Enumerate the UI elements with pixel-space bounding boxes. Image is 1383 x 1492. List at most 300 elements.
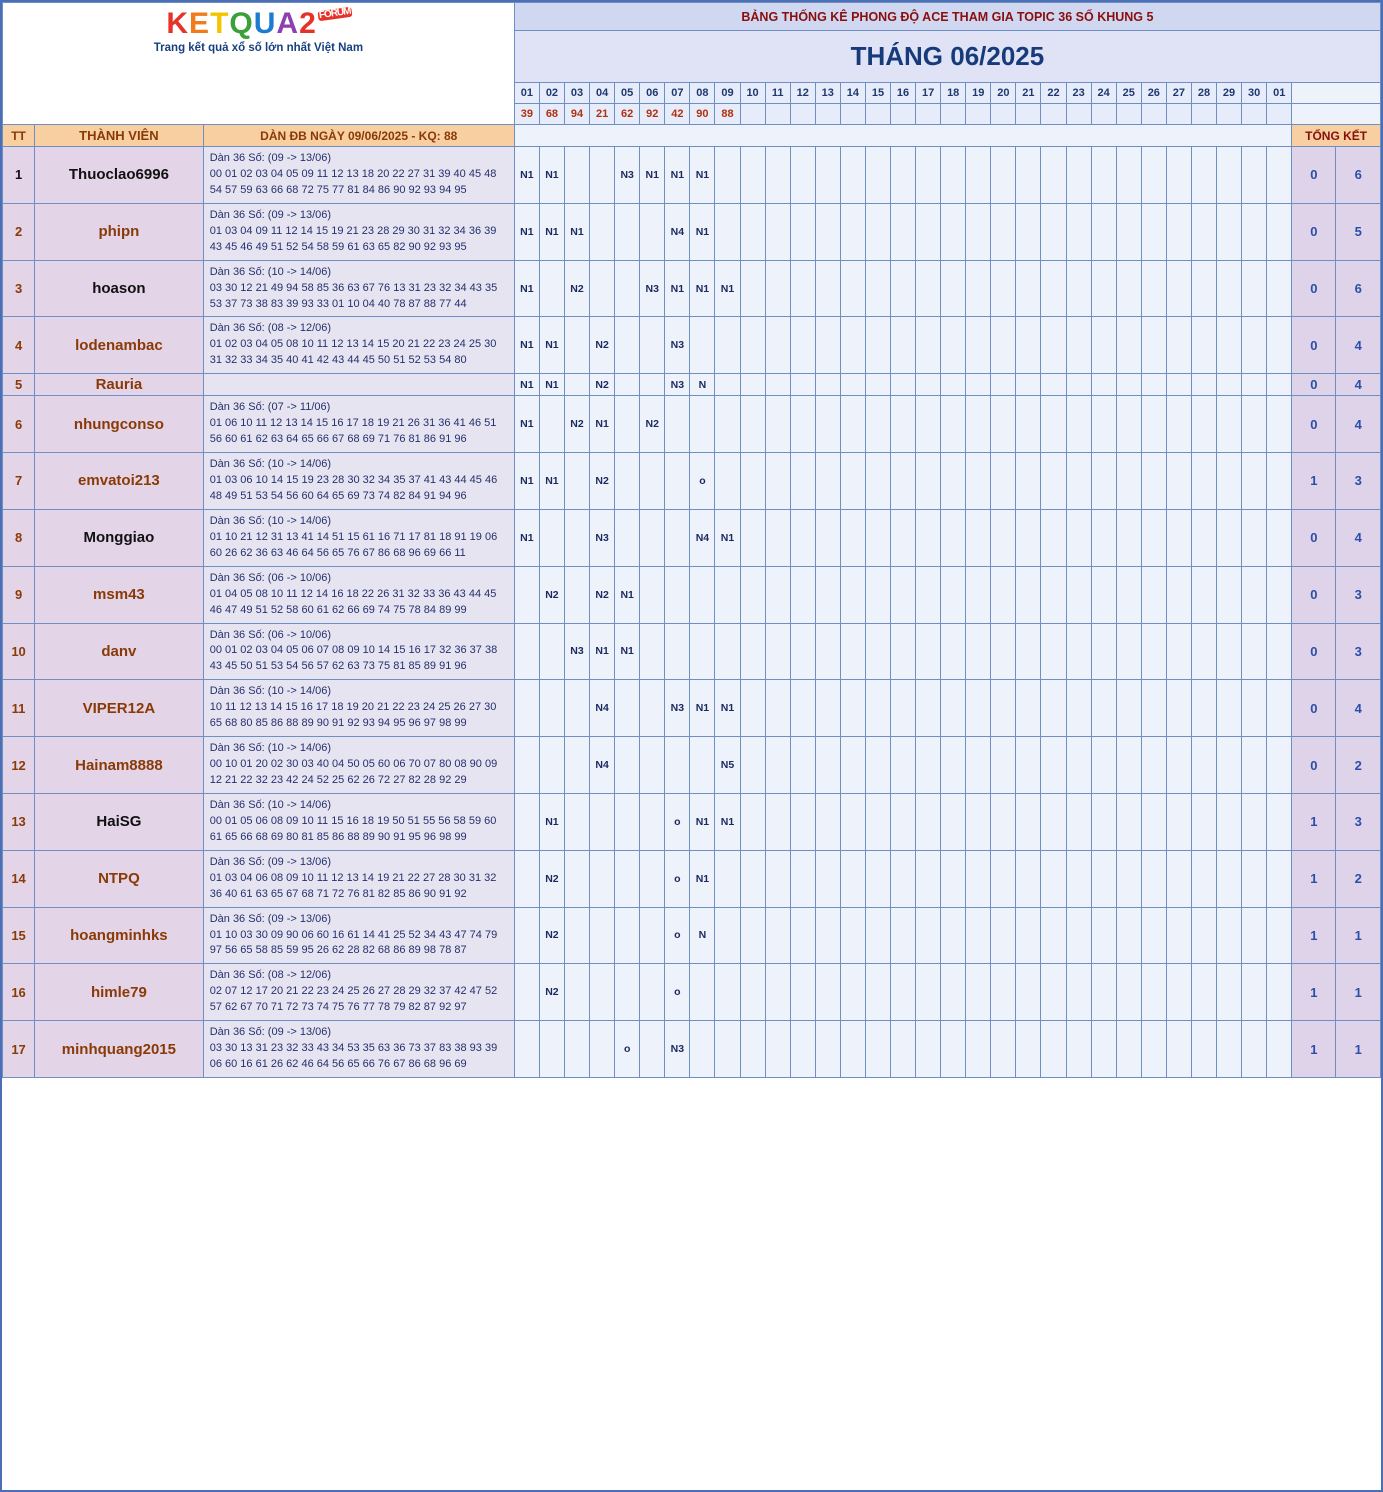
row-index: 16 xyxy=(3,964,35,1021)
day-cell-21 xyxy=(1016,737,1041,794)
day-cell-12 xyxy=(790,453,815,510)
day-cell-08: N1 xyxy=(690,850,715,907)
day-cell-23 xyxy=(1066,1021,1091,1078)
day-cell-30 xyxy=(1242,317,1267,374)
day-cell-14 xyxy=(840,907,865,964)
day-cell-07: o xyxy=(665,964,690,1021)
day-cell-12 xyxy=(790,907,815,964)
day-cell-15 xyxy=(865,850,890,907)
day-cell-02: N2 xyxy=(539,566,564,623)
day-cell-26 xyxy=(1141,623,1166,680)
day-cell-09: N1 xyxy=(715,680,740,737)
member-name[interactable]: Rauria xyxy=(35,374,204,396)
day-cell-24 xyxy=(1091,964,1116,1021)
table-row xyxy=(3,850,1381,907)
day-cell-11 xyxy=(765,203,790,260)
kq-header-11 xyxy=(790,104,815,125)
day-cell-29 xyxy=(1217,680,1242,737)
kq-header-2: 94 xyxy=(564,104,589,125)
day-cell-02 xyxy=(539,260,564,317)
day-cell-10 xyxy=(740,260,765,317)
day-cell-27 xyxy=(1166,964,1191,1021)
dan-list: 01 10 21 12 31 13 41 14 51 15 61 16 71 17 81 18 91 19 06 60 26 62 36 63 46 64 56 65 76 67 86 68 96 69 66 11 xyxy=(209,530,498,559)
day-cell-07 xyxy=(665,453,690,510)
day-cell-09 xyxy=(715,147,740,204)
day-cell-01 xyxy=(1267,453,1292,510)
dan-numbers xyxy=(203,509,514,566)
day-cell-02: N2 xyxy=(539,964,564,1021)
day-cell-02 xyxy=(539,680,564,737)
total-miss: 0 xyxy=(1292,147,1336,204)
day-cell-23 xyxy=(1066,317,1091,374)
day-cell-09: N1 xyxy=(715,260,740,317)
day-cell-04: N2 xyxy=(590,317,615,374)
day-cell-05 xyxy=(615,453,640,510)
day-cell-01 xyxy=(1267,566,1292,623)
day-cell-04: N2 xyxy=(590,566,615,623)
day-cell-30 xyxy=(1242,964,1267,1021)
member-name[interactable]: danv xyxy=(35,623,204,680)
day-cell-20 xyxy=(991,203,1016,260)
day-cell-24 xyxy=(1091,509,1116,566)
day-cell-01: N1 xyxy=(514,509,539,566)
day-cell-17 xyxy=(916,623,941,680)
day-cell-17 xyxy=(916,147,941,204)
day-cell-01 xyxy=(514,793,539,850)
day-cell-30 xyxy=(1242,453,1267,510)
col-total: TỔNG KẾT xyxy=(1292,125,1381,147)
day-cell-14 xyxy=(840,396,865,453)
kq-header-30 xyxy=(1267,104,1292,125)
day-cell-30 xyxy=(1242,907,1267,964)
logo-wordmark: KETQUA2 FORUM xyxy=(166,5,351,40)
day-cell-10 xyxy=(740,680,765,737)
kq-header-26 xyxy=(1166,104,1191,125)
member-name[interactable]: nhungconso xyxy=(35,396,204,453)
day-cell-27 xyxy=(1166,850,1191,907)
dan-list: 10 11 12 13 14 15 16 17 18 19 20 21 22 23 24 25 26 27 30 65 68 80 85 86 88 89 90 91 92 93 94 95 96 97 98 99 xyxy=(209,701,497,730)
statistics-table xyxy=(2,2,1381,1078)
day-cell-18 xyxy=(941,260,966,317)
day-header-19: 19 xyxy=(966,83,991,104)
day-cell-28 xyxy=(1191,793,1216,850)
day-cell-04: N4 xyxy=(590,680,615,737)
day-cell-10 xyxy=(740,964,765,1021)
day-cell-15 xyxy=(865,260,890,317)
day-cell-21 xyxy=(1016,317,1041,374)
day-cell-09 xyxy=(715,1021,740,1078)
member-name[interactable]: Hainam8888 xyxy=(35,737,204,794)
day-cell-23 xyxy=(1066,623,1091,680)
day-cell-21 xyxy=(1016,396,1041,453)
day-cell-03: N2 xyxy=(564,260,589,317)
day-cell-22 xyxy=(1041,793,1066,850)
kq-header-20 xyxy=(1016,104,1041,125)
day-cell-25 xyxy=(1116,317,1141,374)
member-name[interactable]: emvatoi213 xyxy=(35,453,204,510)
dan-numbers xyxy=(203,680,514,737)
day-cell-07: N1 xyxy=(665,147,690,204)
day-cell-20 xyxy=(991,1021,1016,1078)
day-cell-29 xyxy=(1217,793,1242,850)
day-cell-24 xyxy=(1091,680,1116,737)
day-cell-02: N2 xyxy=(539,907,564,964)
day-cell-11 xyxy=(765,260,790,317)
day-cell-05 xyxy=(615,907,640,964)
member-name[interactable]: hoangminhks xyxy=(35,907,204,964)
day-cell-05 xyxy=(615,396,640,453)
day-cell-22 xyxy=(1041,1021,1066,1078)
table-row xyxy=(3,623,1381,680)
day-header-10: 10 xyxy=(740,83,765,104)
day-cell-16 xyxy=(891,1021,916,1078)
day-cell-23 xyxy=(1066,453,1091,510)
day-cell-05: o xyxy=(615,1021,640,1078)
day-cell-03 xyxy=(564,850,589,907)
day-cell-02 xyxy=(539,1021,564,1078)
dan-list: 01 04 05 08 10 11 12 14 16 18 22 26 31 32 33 36 43 44 45 46 47 49 51 52 58 60 61 62 66 69 74 75 78 84 89 99 xyxy=(209,587,497,616)
day-cell-15 xyxy=(865,203,890,260)
day-cell-07: N3 xyxy=(665,374,690,396)
day-cell-22 xyxy=(1041,509,1066,566)
kq-header-22 xyxy=(1066,104,1091,125)
member-name[interactable]: hoason xyxy=(35,260,204,317)
day-cell-02: N1 xyxy=(539,453,564,510)
day-cell-21 xyxy=(1016,793,1041,850)
day-cell-28 xyxy=(1191,907,1216,964)
member-name[interactable]: lodenambac xyxy=(35,317,204,374)
member-name[interactable]: himle79 xyxy=(35,964,204,1021)
day-cell-28 xyxy=(1191,317,1216,374)
day-cell-03 xyxy=(564,566,589,623)
day-cell-14 xyxy=(840,566,865,623)
day-cell-14 xyxy=(840,260,865,317)
day-cell-14 xyxy=(840,793,865,850)
day-cell-24 xyxy=(1091,850,1116,907)
day-cell-13 xyxy=(815,374,840,396)
member-name[interactable]: phipn xyxy=(35,203,204,260)
row-index: 5 xyxy=(3,374,35,396)
day-cell-03 xyxy=(564,374,589,396)
kq-header-3: 21 xyxy=(590,104,615,125)
day-cell-27 xyxy=(1166,260,1191,317)
day-cell-07 xyxy=(665,509,690,566)
day-cell-02 xyxy=(539,737,564,794)
day-cell-01 xyxy=(1267,907,1292,964)
day-cell-16 xyxy=(891,737,916,794)
total-hit: 1 xyxy=(1336,907,1381,964)
total-hit: 2 xyxy=(1336,850,1381,907)
kq-header-28 xyxy=(1217,104,1242,125)
day-cell-13 xyxy=(815,1021,840,1078)
day-cell-01 xyxy=(514,1021,539,1078)
total-miss: 0 xyxy=(1292,566,1336,623)
day-cell-19 xyxy=(966,793,991,850)
dan-numbers xyxy=(203,260,514,317)
day-cell-17 xyxy=(916,737,941,794)
total-miss: 1 xyxy=(1292,1021,1336,1078)
day-cell-11 xyxy=(765,964,790,1021)
day-cell-11 xyxy=(765,566,790,623)
row-index: 14 xyxy=(3,850,35,907)
day-cell-29 xyxy=(1217,509,1242,566)
day-cell-24 xyxy=(1091,1021,1116,1078)
day-cell-25 xyxy=(1116,850,1141,907)
day-cell-27 xyxy=(1166,1021,1191,1078)
day-cell-02: N1 xyxy=(539,203,564,260)
member-name[interactable]: NTPQ xyxy=(35,850,204,907)
day-cell-19 xyxy=(966,1021,991,1078)
day-cell-26 xyxy=(1141,907,1166,964)
day-cell-14 xyxy=(840,203,865,260)
total-miss: 1 xyxy=(1292,793,1336,850)
day-cell-05 xyxy=(615,203,640,260)
day-cell-25 xyxy=(1116,737,1141,794)
day-cell-15 xyxy=(865,509,890,566)
day-cell-16 xyxy=(891,317,916,374)
day-cell-19 xyxy=(966,907,991,964)
dan-range: Dàn 36 Số: (07 -> 11/06) xyxy=(209,401,331,414)
day-cell-28 xyxy=(1191,1021,1216,1078)
day-cell-23 xyxy=(1066,260,1091,317)
kq-header-21 xyxy=(1041,104,1066,125)
member-name[interactable]: HaiSG xyxy=(35,793,204,850)
dan-range: Dàn 36 Số: (09 -> 13/06) xyxy=(209,152,332,164)
day-cell-25 xyxy=(1116,566,1141,623)
kq-header-13 xyxy=(840,104,865,125)
dan-list: 01 02 03 04 05 08 10 11 12 13 14 15 20 21 22 23 24 25 30 31 32 33 34 35 40 41 42 43 44 45 50 51 52 53 54 80 xyxy=(209,338,497,367)
row-index: 2 xyxy=(3,203,35,260)
day-cell-26 xyxy=(1141,1021,1166,1078)
day-cell-01 xyxy=(1267,203,1292,260)
day-cell-30 xyxy=(1242,623,1267,680)
day-cell-13 xyxy=(815,793,840,850)
day-cell-16 xyxy=(891,964,916,1021)
dan-numbers xyxy=(203,907,514,964)
day-cell-14 xyxy=(840,509,865,566)
day-cell-05 xyxy=(615,737,640,794)
day-cell-20 xyxy=(991,623,1016,680)
day-cell-01 xyxy=(514,566,539,623)
day-cell-25 xyxy=(1116,203,1141,260)
day-cell-22 xyxy=(1041,964,1066,1021)
day-cell-08 xyxy=(690,964,715,1021)
day-cell-24 xyxy=(1091,623,1116,680)
dan-numbers xyxy=(203,964,514,1021)
day-cell-28 xyxy=(1191,260,1216,317)
day-cell-21 xyxy=(1016,453,1041,510)
total-miss: 0 xyxy=(1292,509,1336,566)
day-cell-26 xyxy=(1141,260,1166,317)
day-cell-08: N xyxy=(690,374,715,396)
day-cell-24 xyxy=(1091,453,1116,510)
day-cell-07 xyxy=(665,623,690,680)
day-header-01: 01 xyxy=(514,83,539,104)
day-cell-18 xyxy=(941,374,966,396)
day-cell-26 xyxy=(1141,317,1166,374)
day-cell-22 xyxy=(1041,907,1066,964)
day-cell-20 xyxy=(991,793,1016,850)
day-cell-06 xyxy=(640,317,665,374)
day-cell-24 xyxy=(1091,737,1116,794)
dan-list: 03 30 12 21 49 94 58 85 36 63 67 76 13 31 23 32 34 43 35 53 37 73 38 83 39 93 33 01 10 04 40 78 87 88 77 44 xyxy=(209,281,498,310)
dan-range: Dàn 36 Số: (09 -> 13/06) xyxy=(209,912,332,925)
day-cell-05: N1 xyxy=(615,623,640,680)
day-cell-01 xyxy=(1267,680,1292,737)
day-cell-26 xyxy=(1141,509,1166,566)
dan-range: Dàn 36 Số: (06 -> 10/06) xyxy=(209,628,332,641)
day-cell-01: N1 xyxy=(514,374,539,396)
member-name[interactable]: Monggiao xyxy=(35,509,204,566)
day-cell-20 xyxy=(991,374,1016,396)
kq-header-24 xyxy=(1116,104,1141,125)
day-cell-29 xyxy=(1217,964,1242,1021)
day-cell-27 xyxy=(1166,147,1191,204)
dan-list: 02 07 12 17 20 21 22 23 24 25 26 27 28 29 32 37 42 47 52 57 62 67 70 71 72 73 74 75 76 77 78 79 82 87 92 97 xyxy=(209,985,498,1014)
total-miss: 0 xyxy=(1292,260,1336,317)
day-cell-21 xyxy=(1016,907,1041,964)
day-header-04: 04 xyxy=(590,83,615,104)
total-hit: 6 xyxy=(1336,260,1381,317)
day-cell-22 xyxy=(1041,317,1066,374)
day-cell-21 xyxy=(1016,260,1041,317)
day-cell-11 xyxy=(765,396,790,453)
table-row xyxy=(3,1021,1381,1078)
day-cell-15 xyxy=(865,793,890,850)
day-cell-09 xyxy=(715,623,740,680)
member-name[interactable]: msm43 xyxy=(35,566,204,623)
day-cell-21 xyxy=(1016,623,1041,680)
dan-numbers xyxy=(203,737,514,794)
day-cell-11 xyxy=(765,453,790,510)
day-cell-24 xyxy=(1091,260,1116,317)
day-cell-14 xyxy=(840,374,865,396)
kq-header-15 xyxy=(891,104,916,125)
col-dan: DÀN ĐB NGÀY 09/06/2025 - KQ: 88 xyxy=(203,125,514,147)
site-logo[interactable] xyxy=(3,3,515,125)
day-header-14: 14 xyxy=(840,83,865,104)
day-cell-23 xyxy=(1066,907,1091,964)
day-cell-26 xyxy=(1141,964,1166,1021)
day-cell-15 xyxy=(865,737,890,794)
day-header-21: 21 xyxy=(1016,83,1041,104)
day-header-22: 22 xyxy=(1041,83,1066,104)
member-name[interactable]: minhquang2015 xyxy=(35,1021,204,1078)
day-cell-15 xyxy=(865,566,890,623)
day-cell-27 xyxy=(1166,374,1191,396)
day-cell-12 xyxy=(790,566,815,623)
member-name[interactable]: Thuoclao6996 xyxy=(35,147,204,204)
day-cell-28 xyxy=(1191,737,1216,794)
day-cell-06 xyxy=(640,203,665,260)
day-cell-27 xyxy=(1166,203,1191,260)
dan-list: 00 01 02 03 04 05 06 07 08 09 10 14 15 16 17 32 36 37 38 43 45 50 51 53 54 56 57 62 63 73 75 81 85 89 91 96 xyxy=(209,644,498,673)
day-header-29: 29 xyxy=(1217,83,1242,104)
day-cell-13 xyxy=(815,396,840,453)
member-name[interactable]: VIPER12A xyxy=(35,680,204,737)
row-index: 15 xyxy=(3,907,35,964)
dan-numbers xyxy=(203,793,514,850)
day-cell-30 xyxy=(1242,396,1267,453)
day-cell-04: N1 xyxy=(590,396,615,453)
day-cell-30 xyxy=(1242,203,1267,260)
row-index: 1 xyxy=(3,147,35,204)
dan-range: Dàn 36 Số: (10 -> 14/06) xyxy=(209,458,332,471)
day-cell-20 xyxy=(991,396,1016,453)
dan-range: Dàn 36 Số: (10 -> 14/06) xyxy=(209,265,332,278)
day-cell-04 xyxy=(590,907,615,964)
day-cell-21 xyxy=(1016,509,1041,566)
day-cell-25 xyxy=(1116,1021,1141,1078)
day-cell-11 xyxy=(765,374,790,396)
day-cell-27 xyxy=(1166,737,1191,794)
day-cell-08: N1 xyxy=(690,680,715,737)
kq-header-10 xyxy=(765,104,790,125)
day-cell-01: N1 xyxy=(514,453,539,510)
total-hit: 1 xyxy=(1336,964,1381,1021)
day-cell-12 xyxy=(790,203,815,260)
day-cell-19 xyxy=(966,260,991,317)
day-cell-21 xyxy=(1016,147,1041,204)
day-cell-16 xyxy=(891,850,916,907)
day-cell-29 xyxy=(1217,907,1242,964)
day-cell-05 xyxy=(615,680,640,737)
day-cell-02 xyxy=(539,623,564,680)
day-cell-25 xyxy=(1116,260,1141,317)
total-miss: 0 xyxy=(1292,203,1336,260)
day-cell-17 xyxy=(916,203,941,260)
kq-header-16 xyxy=(916,104,941,125)
day-cell-29 xyxy=(1217,566,1242,623)
day-cell-19 xyxy=(966,317,991,374)
day-cell-12 xyxy=(790,147,815,204)
total-miss: 1 xyxy=(1292,850,1336,907)
day-cell-03 xyxy=(564,680,589,737)
day-cell-07 xyxy=(665,737,690,794)
day-cell-01 xyxy=(1267,1021,1292,1078)
total-hit: 1 xyxy=(1336,1021,1381,1078)
day-cell-19 xyxy=(966,453,991,510)
day-cell-04: N2 xyxy=(590,374,615,396)
total-hit: 3 xyxy=(1336,566,1381,623)
day-header-13: 13 xyxy=(815,83,840,104)
day-cell-10 xyxy=(740,396,765,453)
day-cell-02 xyxy=(539,396,564,453)
dan-numbers xyxy=(203,850,514,907)
day-cell-12 xyxy=(790,396,815,453)
day-cell-19 xyxy=(966,147,991,204)
day-cell-17 xyxy=(916,453,941,510)
day-cell-06: N2 xyxy=(640,396,665,453)
day-cell-18 xyxy=(941,793,966,850)
day-cell-07: o xyxy=(665,850,690,907)
day-cell-10 xyxy=(740,374,765,396)
day-cell-08 xyxy=(690,396,715,453)
day-cell-29 xyxy=(1217,1021,1242,1078)
day-cell-05: N1 xyxy=(615,566,640,623)
day-cell-15 xyxy=(865,396,890,453)
day-cell-08: N4 xyxy=(690,509,715,566)
day-cell-12 xyxy=(790,793,815,850)
dan-list: 01 03 04 06 08 09 10 11 12 13 14 19 21 22 27 28 30 31 32 36 40 61 63 65 67 68 71 72 76 81 82 85 86 90 91 92 xyxy=(209,871,497,900)
day-cell-01 xyxy=(1267,850,1292,907)
day-cell-27 xyxy=(1166,623,1191,680)
day-cell-05 xyxy=(615,374,640,396)
day-cell-29 xyxy=(1217,737,1242,794)
col-days-spacer xyxy=(514,125,1291,147)
day-cell-30 xyxy=(1242,566,1267,623)
dan-numbers xyxy=(203,317,514,374)
